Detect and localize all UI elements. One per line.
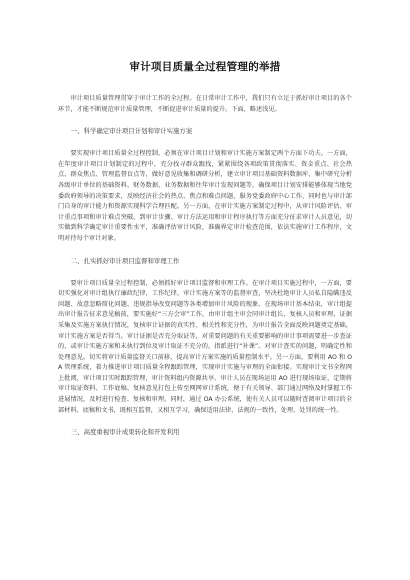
section-heading-1: 一、科学确定审计项目计划和审计实施方案 [70,127,193,136]
section-2-paragraph: 要审计项目质量全过程控制，必须抓好审计项目监督和审理工作。在审计项目实施过程中，一方面，要切实强化对审计组执行廉政纪律，工作纪律，审计实施方案等的监督审查，坚决杜绝审计人员私自隐瞒违反问题、故意忽略简化问题、违规指导改变问题等各类增加审计风险的现象。在现场审计基本结束，审计组提出审计报告征求意见稿前，要实施好“三方会审”工作，由审计组主审会同审计组长、复核人员和审理、证据采集及实施方案执行情况，复核审计证据的真实性、相关性和充分性，为审计报告全面反映问题奠定基础，审计实施方案是否得当。审计证据是否充分取证等，对重要问题的有关重要影响的审计事项需要进一步查证的，或审计实施方案和未执行到位及审计取证不充分的，指派进行“补课”。对审计查实的问题，明确定性和处理意见。切实将审计质量监督关口前移，提高审计方案实施的质量控制水平。另一方面，要利用 AO 和 OA 管理系统，着力推进审计项目质量全程跟踪管理，实现审计实施与审理的全面衔接。实现审计文书全程网上批阅，审计项目实时跟踪管理，审计资料组内资源共享。审计人员在现场运用 AO 进行现场取证，定期将审计取证资料、工作底稿、复核意见打包上传至网网审计系统，便于有关领导、部门通过网络及时掌握工作进展情况，及时进行检查、复核和审理。同时，通过 OA 办公系统，使有关人员可以随时查阅审计项目的全部材料、底稿和文书，既相互监督，又相互学习，确保适用法律、法规的一致性，处理、处罚的统一性。 [58,279,352,414]
section-heading-3: 三、高度重视审计成果转化和开发利用 [70,428,180,437]
document-title: 审计项目质量全过程管理的举措 [129,61,281,73]
intro-paragraph: 审计项目质量管理贯穿于审计工作的全过程。在日常审计工作中，我们只有立足于抓好审计项目的各个环节，才能不断规范审计质量管理，不断促进审计质量的提升。下面，略述浅见。 [58,95,352,113]
section-heading-2: 二、扎实抓好审计项目监督和审理工作 [70,256,180,265]
section-1-paragraph: 要实现审计项目质量全过程控制，必须在审计项目计划和审计实施方案制定两个方面下功夫。一方面，在年度审计项目计划制定的过程中，充分找寻群众跟找，紧紧围绕各项政策贯彻落实、资金重点、社会热点、群众焦点、管理监督盲点等，做好意见收集和调研分析，建立审计项目基础资料数据库，集中研究分析各级审计单位的基础资料、财务数据、业务数据和往年审计发现问题等，确保项目计划安排能够体现当地党委政府领导的决策要求，反映经济社会的热点、焦点和难点问题，服务党委政府中心工作，同时也与审计部门自身的审计能力和资源实现科学合理匹配。另一方面，在审计实施方案制定过程中，从审计风险评估、审计重点事项和审计难点突破，到审计步骤、审计方法运用和审计程序执行等方面充分征求审计人员意见，切实做到科学确定审计重要性水平，准确评估审计风险，准确界定审计检查范围，依法实施审计工作程序，文明对待每个审计对象。 [58,150,352,242]
